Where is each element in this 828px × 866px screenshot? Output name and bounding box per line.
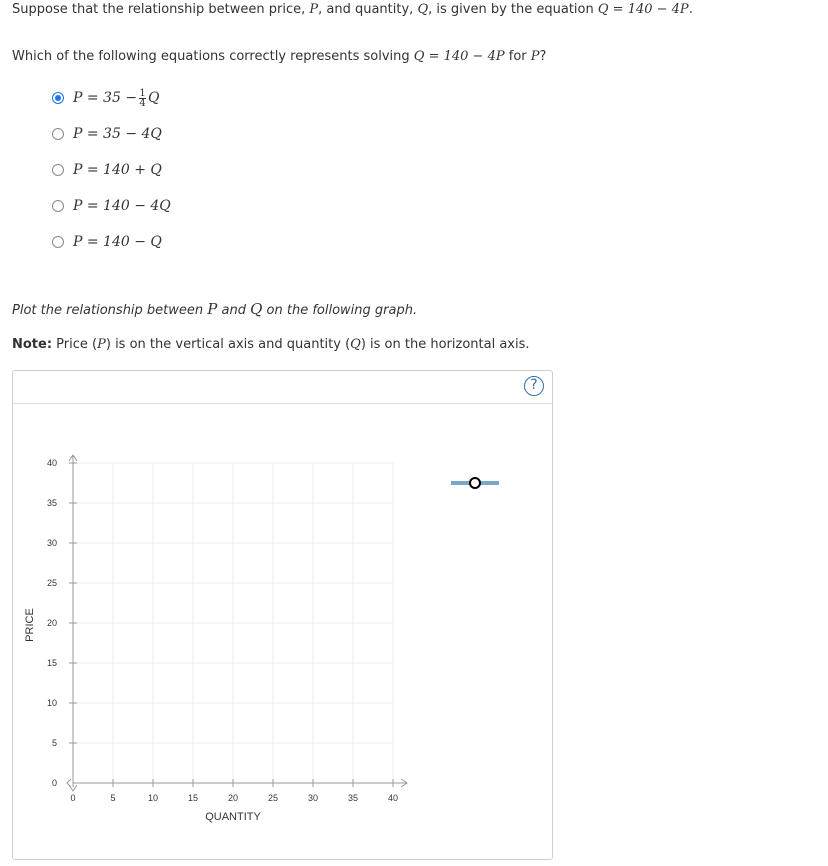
graph-panel bbox=[12, 370, 553, 860]
x-tick-label: 35 bbox=[347, 793, 359, 803]
option-3[interactable] bbox=[52, 160, 162, 180]
option-5[interactable] bbox=[52, 232, 162, 252]
option-2-label: P = 35 − 4Q bbox=[73, 126, 162, 142]
option-4[interactable] bbox=[52, 196, 171, 216]
radio-icon[interactable] bbox=[52, 164, 64, 176]
prompt-for: for bbox=[504, 49, 531, 64]
option-1-suffix: Q bbox=[148, 90, 160, 106]
question-prompt bbox=[12, 49, 546, 64]
axis-note bbox=[12, 337, 530, 352]
y-axis-title: PRICE bbox=[24, 608, 36, 642]
x-tick-label: 0 bbox=[70, 793, 76, 803]
y-tick-label: 15 bbox=[46, 658, 57, 668]
x-axis-title: QUANTITY bbox=[205, 811, 261, 823]
plot-var-q: Q bbox=[250, 300, 263, 318]
note-text: Price ( bbox=[52, 337, 98, 352]
y-tick-label: 30 bbox=[46, 538, 57, 548]
price-quantity-chart[interactable] bbox=[13, 371, 552, 859]
option-3-label: P = 140 + Q bbox=[73, 162, 162, 178]
line-tool-handle-icon[interactable] bbox=[470, 478, 480, 488]
intro-text: Suppose that the relationship between price, bbox=[12, 2, 310, 17]
note-label: Note: bbox=[12, 337, 53, 352]
intro-period: . bbox=[688, 2, 693, 17]
radio-icon[interactable] bbox=[52, 128, 64, 140]
option-1-label: P = 35 − bbox=[73, 90, 138, 106]
x-tick-label: 10 bbox=[147, 793, 159, 803]
note-text-3: ) is on the horizontal axis. bbox=[360, 337, 530, 352]
prompt-text: Which of the following equations correctly represents solving bbox=[12, 49, 414, 64]
y-tick-label: 40 bbox=[46, 458, 57, 468]
plot-text: Plot the relationship between bbox=[12, 303, 208, 318]
option-1[interactable] bbox=[52, 88, 160, 108]
intro-text-3: , is given by the equation bbox=[428, 2, 598, 17]
y-tick-label: 5 bbox=[51, 738, 57, 748]
note-var-q: Q bbox=[350, 337, 361, 352]
option-2[interactable] bbox=[52, 124, 162, 144]
help-icon[interactable]: ? bbox=[524, 376, 544, 396]
plot-var-p: P bbox=[207, 300, 218, 318]
radio-icon[interactable] bbox=[52, 200, 64, 212]
var-q: Q bbox=[417, 2, 429, 17]
y-tick-label: 10 bbox=[46, 698, 57, 708]
prompt-end: ? bbox=[539, 49, 547, 64]
prompt-var: P bbox=[530, 49, 540, 64]
var-p: P bbox=[309, 2, 319, 17]
plot-suffix: on the following graph. bbox=[262, 303, 418, 318]
x-tick-label: 15 bbox=[187, 793, 199, 803]
note-var-p: P bbox=[97, 337, 106, 352]
frac-numerator: 1 bbox=[139, 87, 146, 99]
x-tick-label: 20 bbox=[227, 793, 239, 803]
y-tick-label: 20 bbox=[46, 618, 57, 628]
frac-denominator: 4 bbox=[139, 97, 146, 109]
question-intro bbox=[12, 2, 693, 17]
x-tick-label: 30 bbox=[307, 793, 319, 803]
x-tick-label: 40 bbox=[387, 793, 399, 803]
plot-and: and bbox=[217, 303, 251, 318]
radio-selected-icon[interactable] bbox=[52, 92, 64, 104]
option-4-label: P = 140 − 4Q bbox=[73, 198, 171, 214]
y-tick-label: 25 bbox=[46, 578, 57, 588]
radio-icon[interactable] bbox=[52, 236, 64, 248]
note-text-2: ) is on the vertical axis and quantity ( bbox=[105, 337, 351, 352]
y-tick-label: 35 bbox=[46, 498, 57, 508]
y-tick-label: 0 bbox=[51, 778, 57, 788]
intro-text-2: , and quantity, bbox=[318, 2, 418, 17]
option-5-label: P = 140 − Q bbox=[73, 234, 162, 250]
plot-instruction bbox=[12, 300, 417, 318]
given-equation: Q = 140 − 4P bbox=[597, 2, 689, 17]
x-tick-label: 25 bbox=[267, 793, 279, 803]
prompt-equation: Q = 140 − 4P bbox=[413, 49, 505, 64]
fraction bbox=[139, 89, 146, 108]
x-tick-label: 5 bbox=[110, 793, 116, 803]
